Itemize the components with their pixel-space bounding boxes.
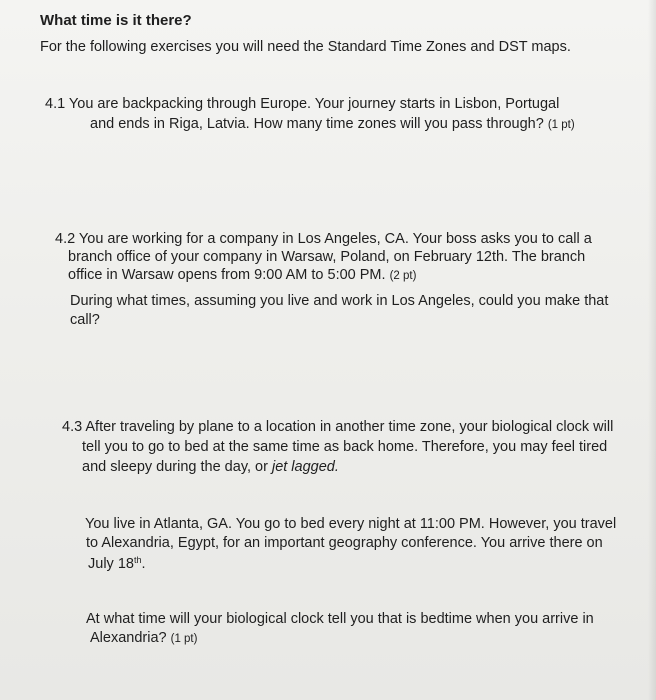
q42-line-1: 4.2 You are working for a company in Los Angeles, CA. Your boss asks you to call a (55, 231, 592, 247)
q43-date: July 18 (88, 556, 134, 572)
q43-question: Alexandria? (90, 630, 167, 646)
q41-line-2 (90, 115, 575, 134)
q43-text-plain: and sleepy during the day, or (82, 459, 272, 475)
q43-line-2: tell you to go to bed at the same time as back home. Therefore, you may feel tired (82, 439, 608, 455)
q41-points: (1 pt) (547, 119, 575, 131)
q43-line-7: At what time will your biological clock tell you that is bedtime when you arrive in (86, 611, 594, 627)
q43-line-1: 4.3 After traveling by plane to a location in another time zone, your biological clock will (62, 419, 614, 435)
q43-date-period: . (141, 556, 146, 572)
q41-line-1: 4.1 You are backpacking through Europe. Your journey starts in Lisbon, Portugal (45, 96, 560, 112)
q42-points: (2 pt) (389, 270, 417, 282)
q43-points: (1 pt) (170, 633, 198, 645)
q42-line-5: call? (70, 312, 100, 328)
q43-line-8 (90, 629, 197, 648)
q43-line-3 (82, 458, 339, 476)
q43-jet-lagged: jet lagged. (271, 459, 339, 475)
worksheet-title: What time is it there? (40, 12, 192, 29)
paper-shadow (648, 0, 656, 700)
q42-line-2: branch office of your company in Warsaw, Poland, on February 12th. The branch (68, 249, 586, 265)
q43-line-6 (88, 555, 146, 574)
q41-text: and ends in Riga, Latvia. How many time zones will you pass through? (90, 116, 544, 132)
q42-line-3 (68, 266, 416, 285)
q43-line-5: to Alexandria, Egypt, for an important geography conference. You arrive there on (86, 535, 603, 551)
q43-date-suffix: th (133, 555, 142, 565)
q42-line-4: During what times, assuming you live and work in Los Angeles, could you make that (70, 293, 609, 309)
q43-line-4: You live in Atlanta, GA. You go to bed every night at 11:00 PM. However, you travel (85, 516, 617, 532)
q42-text: office in Warsaw opens from 9:00 AM to 5:00 PM. (68, 267, 386, 283)
worksheet-intro: For the following exercises you will need the Standard Time Zones and DST maps. (40, 39, 571, 55)
